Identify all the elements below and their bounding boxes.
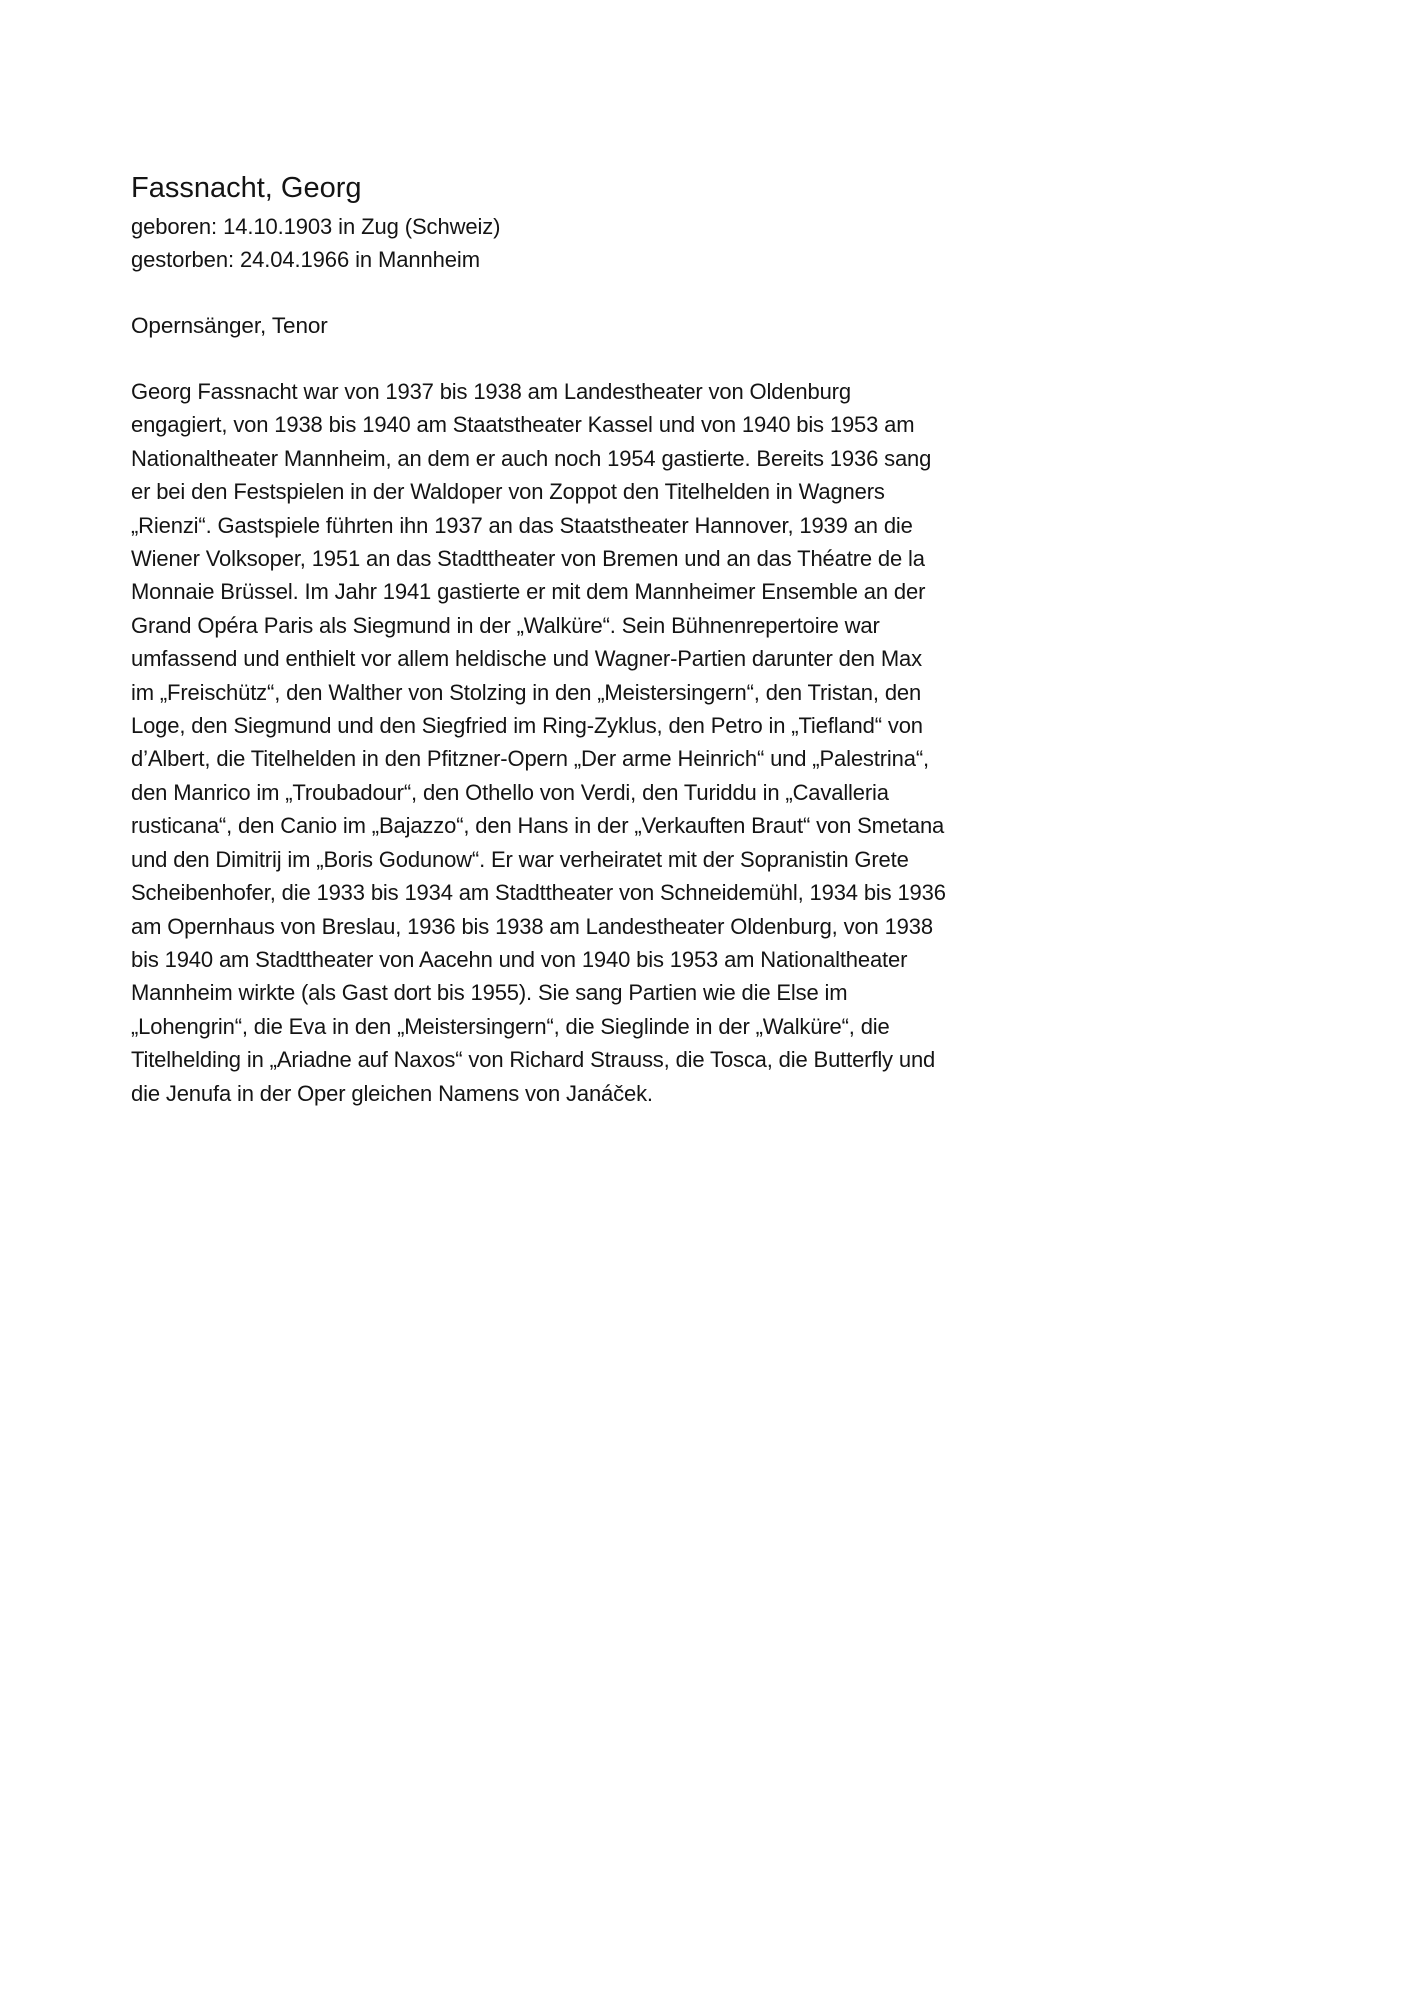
body-line: Mannheim wirkte (als Gast dort bis 1955). Sie sang Partien wie die Else im <box>131 980 848 1006</box>
body-line: die Jenufa in der Oper gleichen Namens von Janáček. <box>131 1080 653 1106</box>
body-line: und den Dimitrij im „Boris Godunow“. Er war verheiratet mit der Sopranistin Grete <box>131 846 909 872</box>
body-line: Grand Opéra Paris als Siegmund in der „Walküre“. Sein Bühnenrepertoire war <box>131 612 880 638</box>
died-line: gestorben: 24.04.1966 in Mannheim <box>131 247 480 272</box>
biography-paragraph <box>131 375 1031 1110</box>
body-line: rusticana“, den Canio im „Bajazzo“, den Hans in der „Verkauften Braut“ von Smetana <box>131 813 945 839</box>
body-line: er bei den Festspielen in der Waldoper von Zoppot den Titelhelden in Wagners <box>131 479 885 505</box>
life-dates <box>131 210 1031 276</box>
body-line: Scheibenhofer, die 1933 bis 1934 am Stadttheater von Schneidemühl, 1934 bis 1936 <box>131 880 946 906</box>
body-line: am Opernhaus von Breslau, 1936 bis 1938 am Landestheater Oldenburg, von 1938 <box>131 913 933 939</box>
body-line: Wiener Volksoper, 1951 an das Stadttheater von Bremen und an das Théatre de la <box>131 546 925 572</box>
document-content <box>131 171 1031 1110</box>
body-line: „Rienzi“. Gastspiele führten ihn 1937 an das Staatstheater Hannover, 1939 an die <box>131 512 913 538</box>
body-line: im „Freischütz“, den Walther von Stolzing in den „Meistersingern“, den Tristan, den <box>131 679 922 705</box>
body-line: den Manrico im „Troubadour“, den Othello von Verdi, den Turiddu in „Cavalleria <box>131 779 889 805</box>
body-line: „Lohengrin“, die Eva in den „Meistersingern“, die Sieglinde in der „Walküre“, die <box>131 1013 890 1039</box>
body-line: Titelhelding in „Ariadne auf Naxos“ von Richard Strauss, die Tosca, die Butterfly und <box>131 1047 936 1073</box>
person-name-heading: Fassnacht, Georg <box>131 172 362 204</box>
born-line: geboren: 14.10.1903 in Zug (Schweiz) <box>131 214 501 239</box>
body-line: bis 1940 am Stadttheater von Aacehn und von 1940 bis 1953 am Nationaltheater <box>131 946 908 972</box>
body-line: engagiert, von 1938 bis 1940 am Staatstheater Kassel und von 1940 bis 1953 am <box>131 412 915 438</box>
body-line: umfassend und enthielt vor allem heldische und Wagner-Partien darunter den Max <box>131 646 922 672</box>
body-line: Georg Fassnacht war von 1937 bis 1938 am Landestheater von Oldenburg <box>131 379 851 404</box>
profession-line: Opernsänger, Tenor <box>131 313 328 338</box>
body-line: Monnaie Brüssel. Im Jahr 1941 gastierte er mit dem Mannheimer Ensemble an der <box>131 579 926 605</box>
body-line: Loge, den Siegmund und den Siegfried im Ring-Zyklus, den Petro in „Tiefland“ von <box>131 713 923 739</box>
body-line: d’Albert, die Titelhelden in den Pfitzner-Opern „Der arme Heinrich“ und „Palestrina“, <box>131 746 929 772</box>
body-line: Nationaltheater Mannheim, an dem er auch noch 1954 gastierte. Bereits 1936 sang <box>131 445 932 471</box>
